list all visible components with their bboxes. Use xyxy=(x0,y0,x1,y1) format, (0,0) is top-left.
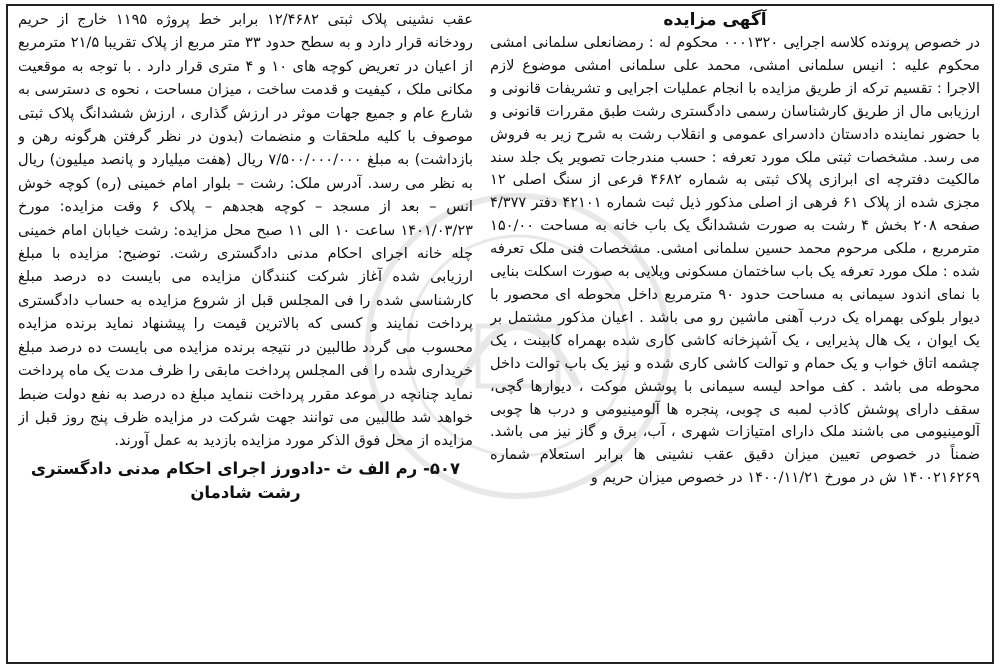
left-column xyxy=(18,8,473,658)
right-column-text: در خصوص پرونده کلاسه اجرایی ۰۰۰۱۳۲۰ محکوم له : رمضانعلی سلمانی امشی محکوم علیه : انیس سلمانی امشی، محمد علی سلمانی امشی موضوع لازم الاجرا : تقسیم ترکه از طریق مزایده با انجام عملیات اجرایی و تشریفات قانونی و ارزیابی مال از طریق کارشناسان رسمی دادگستری رشت طبق مقررات قانونی و با حضور نماینده دادستان دادسرای عمومی و انقلاب رشت به شرح زیر به فروش می رسد. مشخصات ثبتی ملک مورد تعرفه : حسب مندرجات تصویر یک جلد سند مالکیت دفترچه ای ابرازی پلاک ثبتی به شماره ۴۶۸۲ فرعی از سنگ اصلی ۱۲ مجزی شده از پلاک ۶۱ فرهی از اصلی مذکور ذیل ثبت شماره ۴۲۱۰۱ دفتر ۴/۳۷۷ صفحه ۲۰۸ بخش ۴ رشت به صورت ششدانگ یک باب خانه به مساحت ۱۵۰/۰۰ مترمربع ، ملکی مرحوم محمد حسین سلمانی امشی. مشخصات فنی ملک تعرفه شده : ملک مورد تعرفه یک باب ساختمان مسکونی ویلایی به صورت اسکلت بنایی با نمای اندود سیمانی به مساحت حدود ۹۰ مترمربع داخل محوطه ای محصور با دیوار بلوکی بهمراه یک درب آهنی ماشین رو می باشد . اعیان مذکور مشتمل بر یک ایوان ، یک هال پذیرایی ، یک آشپزخانه کاشی کاری شده بهمراه کابینت ، یک چشمه اتاق خواب و یک حمام و توالت کاشی کاری شده و نیز یک باب توالت داخل محوطه می باشد . کف مواحد لیسه سیمانی با پوشش موکت ، دیوارها گچی، سقف دارای پوشش کاذب لمبه ی چوبی، پنجره ها آلومینیومی و درب ها چوبی آلومینیومی می باشند ملک دارای امتیازات شهری ، آب، برق و گاز نیز می باشد. ضمناً در خصوص تعیین میزان دقیق عقب نشینی ها برابر استعلام شماره ۱۴۰۰۲۱۶۲۶۹ ش در مورخ ۱۴۰۰/۱۱/۲۱ در خصوص میزان حریم و xyxy=(490,34,980,487)
notice-title: آگهی مزایده xyxy=(663,10,767,30)
notice-signature: ۵۰۷- رم الف ث -دادورز اجرای احکام مدنی دادگستری رشت شادمان xyxy=(30,458,461,502)
right-column xyxy=(490,8,980,658)
notice-frame xyxy=(6,4,994,664)
left-column-text: عقب نشینی پلاک ثبتی ۱۲/۴۶۸۲ برابر خط پروژه ۱۱۹۵ خارج از حریم رودخانه قرار دارد و به سطح حدود ۳۳ متر مربع از پلاک تقریبا ۲۱/۵ مترمربع از اعیان در تعریض کوچه های ۱۰ و ۴ متری قرار دارد . با توجه به موقعیت مکانی ملک ، کیفیت و قدمت ساخت ، میزان مساحت ، نحوه ی دسترسی به شارع عام و جمیع جهات موثر در ارزش گذاری ، ارزش ششدانگ پلاک ثبتی موصوف با کلیه ملحقات و منضمات (بدون در نظر گرفتن هرگونه رهن و بازداشت) به مبلغ ۷/۵۰۰/۰۰۰/۰۰۰ ریال (هفت میلیارد و پانصد میلیون) ریال به نظر می رسد. آدرس ملک: رشت – بلوار امام خمینی (ره) کوچه خوش انس – بعد از مسجد – کوچه هجدهم – پلاک ۶ وقت مزایده: مورخ ۱۴۰۱/۰۳/۲۳ ساعت ۱۰ الی ۱۱ صبح محل مزایده: رشت خیابان امام خمینی چله خانه اجرای احکام مدنی دادگستری رشت. توضیح: مزایده با مبلغ ارزیابی شده آغاز شرکت کنندگان مزایده می بایست ده درصد مبلغ کارشناسی شده را فی المجلس قبل از شروع مزایده به حساب دادگستری پرداخت نمایند و کسی که بالاترین قیمت را پیشنهاد نماید برنده مزایده محسوب می گردد طالبین در نتیجه برنده مزایده می بایست ده درصد مبلغ خریداری شده را فی المجلس پرداخت مابقی را ظرف مدت یک ماه پرداخت نماید چنانچه در موعد مقرر پرداخت ننماید مبلغ ده درصد به نفع دولت ضبط خواهد شد طالبین می توانند جهت شرکت در مزایده ظرف پنج روز قبل از مزایده از محل فوق الذکر مورد مزایده بازدید به عمل آورند. xyxy=(18,11,473,450)
